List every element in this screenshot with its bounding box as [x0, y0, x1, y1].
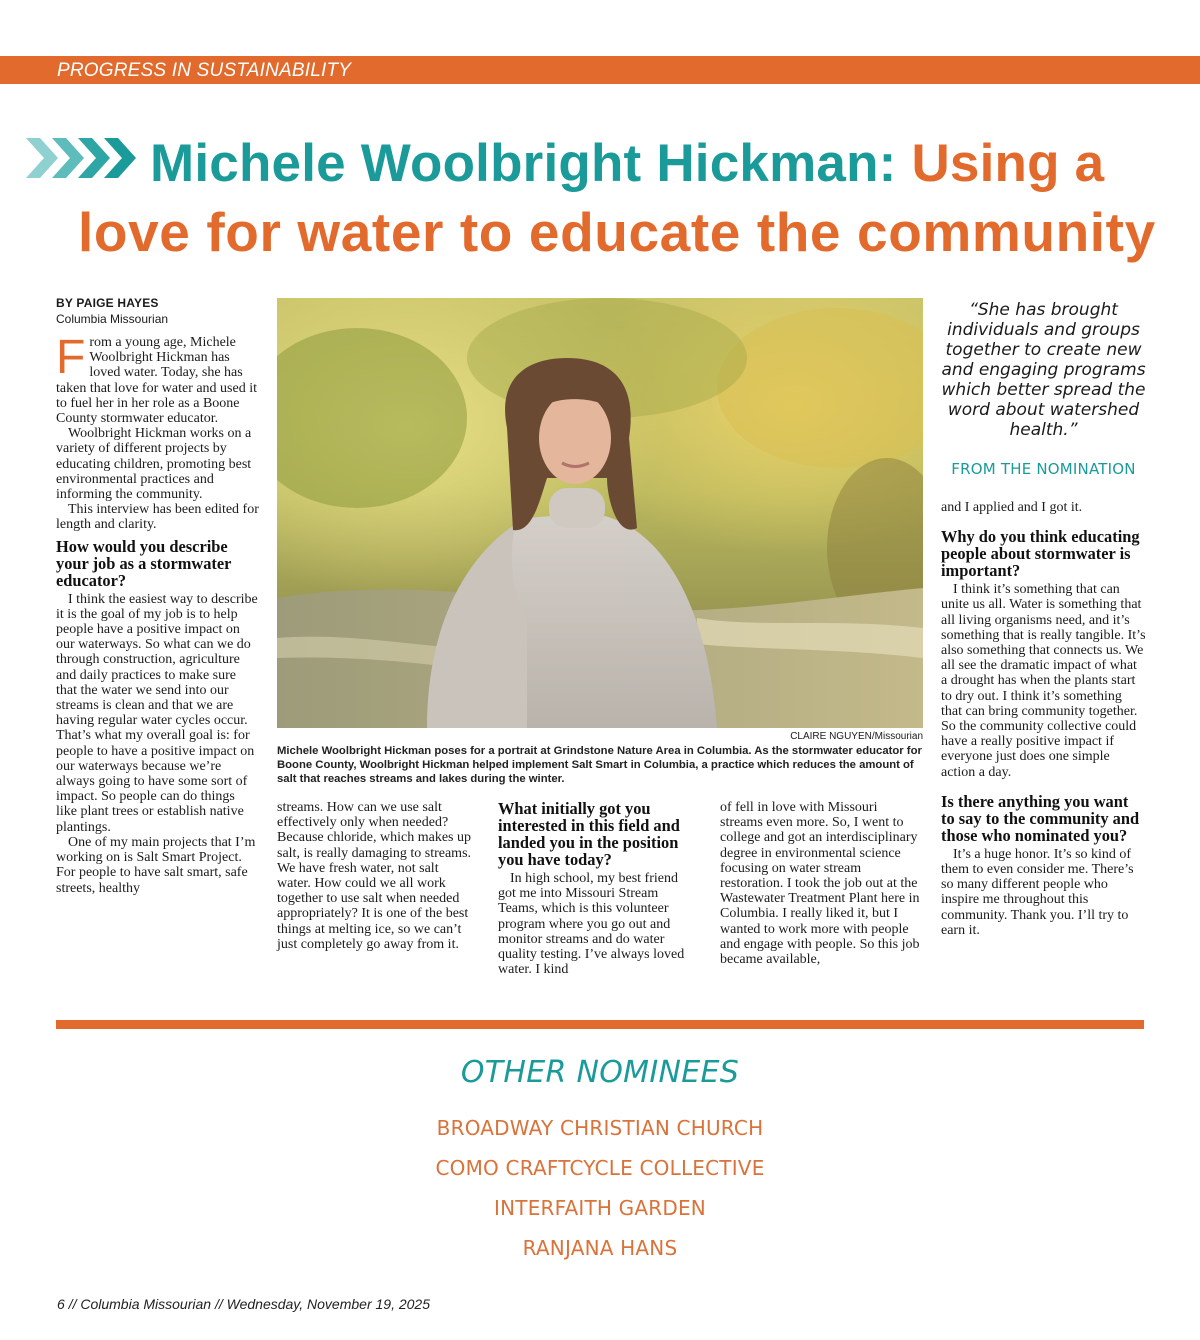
- answer-paragraph: of fell in love with Missouri streams even more. So, I went to college and got an interdisciplinary degree in environmental science focusing on water stream restoration. I took the job out at the Wastewater Treatment Plant here in Columbia. I really liked it, but I wanted to work more with people and engage with people. So this job became available,: [720, 800, 920, 968]
- headline-rest: Using a: [911, 134, 1105, 193]
- drop-cap: F: [56, 331, 86, 384]
- headline-name: Michele Woolbright Hickman:: [150, 134, 897, 193]
- answer-paragraph: It’s a huge honor. It’s so kind of them to even consider me. There’s so many different people who inspire me throughout this community. Thank you. I’ll try to earn it.: [941, 846, 1134, 938]
- nominee-item: RANJANA HANS: [522, 1236, 678, 1260]
- answer-paragraph: In high school, my best friend got me into Missouri Stream Teams, which is this volunteer program where you go out and monitor streams and do water quality testing. I’ve always loved water. I kind: [498, 871, 685, 978]
- chevron-arrows-icon: [26, 138, 136, 178]
- nominee-item: INTERFAITH GARDEN: [494, 1196, 706, 1220]
- question-heading: Is there anything you want to say to the community and those who nominated you?: [941, 791, 1140, 845]
- nominee-item: COMO CRAFTCYCLE COLLECTIVE: [435, 1156, 765, 1180]
- byline-affiliation: Columbia Missourian: [56, 312, 169, 326]
- body-paragraph: Woolbright Hickman works on a variety of different projects by educating children, promoting best environmental practices and informing the community.: [56, 426, 252, 503]
- byline: BY PAIGE HAYES: [56, 296, 159, 310]
- question-heading: Why do you think educating people about stormwater is important?: [941, 527, 1140, 581]
- answer-paragraph: One of my main projects that I’m working on is Salt Smart Project. For people to have salt smart, safe streets, healthy: [56, 834, 256, 896]
- answer-paragraph: I think it’s something that can unite us all. Water is something that all living organisms need, and it’s something that is really tangible. It’s also something that connects us. We all see the dramatic impact of what a drought has when the plants start to dry out. I think it’s something that can bring community together. So the community collective could have a really positive impact if everyone just does one simple action a day.: [941, 582, 1146, 780]
- headline-line-2: love for water to educate the community: [78, 201, 1156, 263]
- intro-paragraph: [56, 331, 259, 427]
- answer-paragraph: I think the easiest way to describe it is the goal of my job is to help people have a positive impact on our waterways. So what can we do through construction, agriculture and daily practices to make sure that the water we send into our streams is clean and that we are having regular water cycles occur. That’s what my overall goal is: for people to have a positive impact on our waterways because we’re always going to have some sort of impact. So people can do things like plant trees or establish native plantings.: [56, 591, 258, 835]
- nominee-item: BROADWAY CHRISTIAN CHURCH: [436, 1116, 764, 1140]
- body-paragraph: This interview has been edited for length and clarity.: [56, 502, 259, 533]
- section-label: PROGRESS IN SUSTAINABILITY: [57, 60, 352, 81]
- section-divider: [56, 1020, 1144, 1029]
- portrait-photo: [277, 298, 923, 728]
- article-column-1: [56, 331, 259, 896]
- other-nominees-title: OTHER NOMINEES: [460, 1055, 740, 1090]
- question-heading: What initially got you interested in this field and landed you in the position you have today?: [498, 799, 680, 869]
- pull-quote: “She has brought individuals and groups together to create new and engaging programs which better spread the word about watershed health.”: [941, 300, 1146, 440]
- photo-credit: CLAIRE NGUYEN/Missourian: [790, 731, 923, 742]
- headline-line-1: [150, 134, 1104, 194]
- other-nominees-list: [0, 1108, 1200, 1268]
- intro-text: rom a young age, Michele Woolbright Hickman has loved water. Today, she has taken that love for water and used it to fuel her in her role as a Boone County stormwater educator.: [56, 335, 257, 427]
- answer-paragraph: and I applied and I got it.: [941, 500, 1083, 515]
- article-column-3: [498, 800, 696, 977]
- page-folio: 6 // Columbia Missourian // Wednesday, November 19, 2025: [57, 1296, 431, 1312]
- pull-quote-source: FROM THE NOMINATION: [951, 460, 1136, 478]
- article-column-4: [720, 800, 922, 967]
- article-column-2: [277, 800, 473, 952]
- photo-caption: Michele Woolbright Hickman poses for a portrait at Grindstone Nature Area in Columbia. As the stormwater educator for Boone County, Woolbright Hickman helped implement Salt Smart in Columbia, a practice which reduces the amount of salt that reaches streams and lakes during the winter.: [277, 745, 922, 785]
- answer-paragraph: streams. How can we use salt effectively only when needed? Because chloride, which makes up salt, is really damaging to streams. We have fresh water, not salt water. How could we all work together to use salt when needed appropriately? It is one of the best things at melting ice, so we can’t just completely go away from it.: [277, 800, 472, 952]
- article-column-5: [941, 500, 1146, 938]
- question-heading: How would you describe your job as a stormwater educator?: [56, 536, 232, 590]
